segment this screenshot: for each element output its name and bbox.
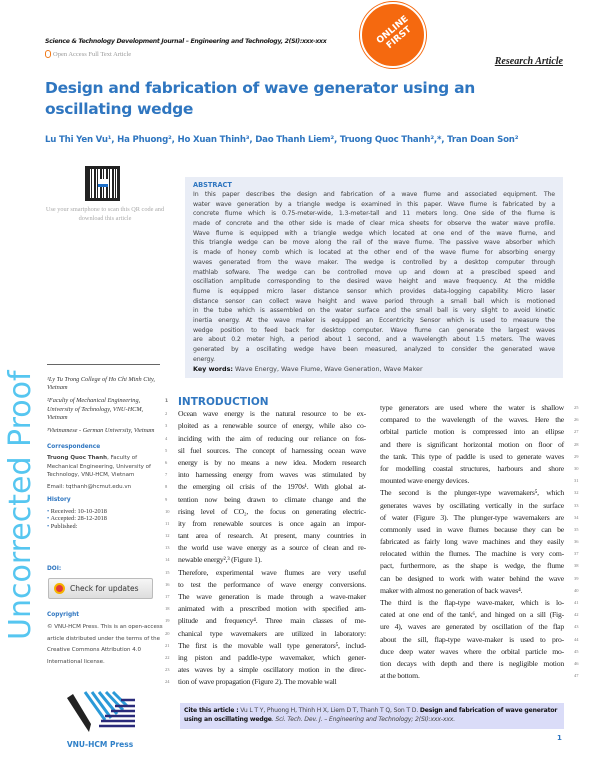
body-line — [380, 536, 579, 548]
line-number: 17 — [165, 594, 170, 599]
body-line-text: and there is significant horizontal motion on floor of — [380, 439, 564, 449]
abstract-line: generated by a oscillating wedge have been measured, analyzed to consider the generated wave — [193, 346, 555, 353]
line-number: 45 — [574, 648, 579, 654]
body-line — [165, 615, 366, 627]
line-number: 46 — [574, 660, 579, 666]
section-heading-introduction — [165, 396, 366, 408]
body-line — [165, 420, 366, 432]
introduction-heading-text: INTRODUCTION — [178, 396, 269, 408]
abstract-box — [185, 177, 563, 378]
abstract-line: is made of honey comb which is located at the other end of the wave flume for absorbing energy — [193, 249, 555, 257]
abstract-line: Wave flume is equipped with a triangle wedge which located at one end of the wave flume, and — [193, 229, 555, 237]
abstract-line: made of concrete and the other side is made of clear mica sheets for observe the water wave profile. — [193, 220, 555, 228]
body-line-text: duce deep water waves where the orbital particle mo- — [380, 646, 564, 656]
body-line-text: The third is the flap-type wave-maker, which is lo- — [380, 598, 564, 607]
body-line-text: ure 4), waves are generated by oscillation of the flap — [380, 622, 564, 632]
check-updates-label: Check for updates — [70, 584, 139, 593]
body-line — [165, 640, 366, 652]
line-number: 42 — [574, 612, 579, 618]
body-line — [165, 469, 366, 481]
line-number: 24 — [165, 679, 170, 685]
line-number: 28 — [574, 441, 579, 447]
open-access-lock-icon — [45, 50, 51, 58]
line-number: 22 — [165, 654, 170, 660]
qr-caption: Use your smartphone to scan this QR code and download this article — [45, 206, 165, 222]
authors: Lu Thi Yen Vu¹, Ha Phuong², Ho Xuan Thinh³, Dao Thanh Liem², Truong Quoc Thanh²,*, Tran Doan Son² — [45, 135, 519, 145]
line-number: 19 — [165, 618, 170, 624]
body-line — [380, 414, 579, 426]
body-line — [165, 603, 366, 615]
body-line — [380, 512, 579, 524]
copyright-heading: Copyright — [47, 612, 80, 618]
abstract-line: waves generated from the wave maker. The wedge is controlled by a desktop computer through — [193, 258, 555, 266]
line-number: 4 — [165, 435, 168, 441]
copyright-section — [47, 608, 165, 668]
body-line — [380, 646, 579, 658]
citation-box — [180, 703, 564, 729]
line-number: 13 — [165, 545, 170, 551]
body-line-text: The second is the plunger-type wavemakers⁵, which — [380, 488, 564, 498]
line-number: 5 — [165, 447, 168, 453]
cite-source: . Sci. Tech. Dev. J. – Engineering and Technology; 2(SI):xxx-xxx. — [271, 716, 456, 724]
line-number: 39 — [574, 575, 579, 581]
abstract-line: oscillation amplitude corresponding to the desired wave height and wave frequency. At the middle — [193, 278, 555, 286]
line-number: 26 — [574, 417, 579, 423]
history-list — [47, 508, 165, 531]
correspondence-affiliation: , Faculty of Mechanical Engineering, University of Technology, VNU-HCM, Vietnam — [47, 455, 151, 479]
doi-heading: DOI: — [47, 566, 62, 572]
body-line — [380, 634, 579, 646]
line-number: 1 — [165, 399, 169, 404]
keywords-label: Key words: — [193, 365, 233, 374]
line-number: 30 — [574, 465, 579, 471]
line-number: 44 — [574, 636, 579, 642]
body-line-text: energy is by no means a new idea. Modern research — [178, 457, 366, 467]
body-line-text: pact, furthermore, as the shape is wedge, the flume — [380, 561, 564, 571]
body-line-text: mounted wave energy devices. — [380, 476, 470, 486]
body-line — [165, 542, 366, 554]
line-number: 36 — [574, 539, 579, 545]
body-line — [380, 475, 579, 487]
body-line — [165, 554, 366, 566]
line-number: 29 — [574, 453, 579, 459]
line-number: 2 — [165, 411, 168, 417]
cite-label: Cite this article : — [184, 707, 239, 714]
body-line-text: The wave generation is made through a wave-maker — [178, 592, 366, 601]
line-number: 16 — [165, 581, 170, 587]
line-number: 37 — [574, 551, 579, 557]
body-line — [380, 658, 579, 670]
body-line-text: tant area of research. At present, many countries in — [178, 531, 366, 541]
body-line-text: fabricated as fairly long wave machines and they easily — [380, 537, 564, 547]
body-line-text: compared to the wavelength of the waves. Here the — [380, 415, 564, 425]
body-line-text: commonly used in wave flumes because they can be — [380, 524, 564, 534]
body-line — [165, 408, 366, 420]
body-line — [165, 676, 366, 688]
press-name: VNU-HCM Press — [66, 740, 134, 749]
line-number: 47 — [574, 673, 579, 679]
line-number: 34 — [574, 514, 579, 520]
body-line-text: to test the performance of wave energy conversions. — [178, 579, 366, 589]
correspondence-heading: Correspondence — [47, 444, 101, 451]
line-number: 32 — [574, 490, 579, 496]
abstract-line: wedge position to feed back for desktop computer. Wave flume can generate the largest waves — [193, 326, 555, 334]
body-line-text: newable energy²,³ (Figure 1). — [178, 555, 262, 565]
body-line-text: chanical type wavemakers are utilized in laboratory: — [178, 628, 366, 638]
abstract-line: in the tube which is assembled on the water surface and the small ball is very slight to avoid kinetic — [193, 307, 555, 315]
abstract-line: energy. — [193, 355, 215, 363]
online-first-badge — [360, 2, 426, 68]
qr-code-icon[interactable] — [85, 166, 120, 201]
affiliation-1: ¹Ly Tu Trong College of Ho Chi Minh City, Vietnam — [47, 376, 155, 392]
body-line-text: for modelling coastal structures, harbours and shore — [380, 463, 564, 473]
body-line-text: plitude and frequency⁴. Three main classes of me- — [178, 616, 366, 626]
abstract-line: In this paper describes the design and fabrication of a wave flume and associated equipment. The — [193, 191, 555, 198]
abstract-line: water wave generation by a triangle wedge is examined in this paper. Wave flume is fabricated by a — [193, 200, 555, 208]
body-line-text: inciding with the aim of reducing our reliance on fos- — [178, 433, 366, 443]
body-line-text: the tank. This type of paddle is used to generate waves — [380, 451, 564, 461]
line-number: 11 — [165, 520, 170, 526]
body-line-text: animated with a prescribed motion with specified am- — [178, 604, 366, 614]
abstract-line: flume is equipped micro laser distance sensor which provides data-logging capability. Micro laser — [193, 287, 555, 295]
body-line — [380, 500, 579, 512]
page-number: 1 — [557, 734, 562, 742]
body-line — [165, 445, 366, 457]
body-line-text: can be designed to work with water behind the wave — [380, 573, 564, 583]
cite-authors: Vu L T Y, Phuong H, Thinh H X, Liem D T, Thanh T Q, Son T D. — [238, 707, 420, 714]
line-number: 23 — [165, 667, 170, 673]
body-line — [380, 451, 579, 463]
line-number: 15 — [165, 569, 170, 575]
open-access-text: Open Access Full Text Article — [53, 50, 132, 58]
affiliation-2: ²Faculty of Mechanical Engineering, University of Technology, VNU-HCM, Vietnam — [47, 397, 144, 421]
correspondence-text — [47, 454, 165, 480]
body-line-text: of water (Figure 3). The plunger-type wavemakers are — [380, 512, 564, 522]
body-line — [165, 567, 366, 579]
journal-name: Science & Technology Development Journal – Engineering and Technology, 2(SI):xxx-xxx — [45, 38, 327, 45]
body-line — [165, 494, 366, 506]
line-number: 31 — [574, 478, 579, 484]
body-line-text: maker with almost no generation of back waves⁴. — [380, 585, 523, 595]
body-line-text: rising level of CO₂, the focus on generating electric- — [178, 506, 366, 516]
vnu-press-logo-icon — [65, 690, 137, 734]
body-line-text: tion of wave propagation (Figure 2). The movable wall — [178, 677, 337, 687]
page-title: Design and fabrication of wave generator using an oscillating wedge — [45, 79, 475, 118]
line-number: 41 — [574, 600, 579, 605]
body-line-text: relocated within the flumes. The machine is very com- — [380, 549, 564, 559]
body-line — [165, 506, 366, 518]
abstract-line: this triangle wedge can be move along the rail of the wave flume. The passive wave absorber which — [193, 239, 555, 247]
open-access-label — [45, 50, 131, 58]
line-number: 43 — [574, 624, 579, 630]
line-number: 3 — [165, 423, 168, 429]
history-received: • Received: 10-10-2018 — [47, 508, 165, 516]
body-line — [165, 579, 366, 591]
line-number: 38 — [574, 563, 579, 569]
abstract-line: inertia energy. At the wave maker is equipped an Eccentricity Sensor which is used to measure the — [193, 316, 555, 324]
body-line — [380, 621, 579, 633]
affiliation-3: ³Vietnamese - German University, Vietnam — [47, 427, 155, 435]
body-line-text: type generators are used where the water is shallow — [380, 403, 564, 412]
body-line — [165, 457, 366, 469]
correspondence-email[interactable]: Email: tqthanh@hcmut.edu.vn — [47, 483, 132, 490]
body-line — [165, 628, 366, 640]
keywords — [193, 364, 555, 374]
line-number: 33 — [574, 502, 579, 508]
line-number: 8 — [165, 484, 168, 490]
body-line-text: ing piston and paddle-type wavemaker, which gener- — [178, 652, 366, 662]
cite-title: Design and fabrication of wave generator using an oscillating wedge — [184, 707, 558, 724]
body-line-text: into harnessing energy from waves was stimulated by — [178, 470, 366, 480]
check-for-updates-button[interactable] — [48, 578, 153, 599]
body-line — [165, 591, 366, 603]
line-number: 27 — [574, 429, 579, 435]
history-published: • Published: — [47, 523, 165, 531]
body-line — [380, 439, 579, 451]
sidebar — [47, 376, 165, 530]
body-line-text: tion decays with depth and there is negligible motion — [380, 658, 564, 668]
body-line-text: sil fuel sources. The concept of harnessing ocean wave — [178, 445, 366, 455]
body-line — [380, 487, 579, 499]
line-number: 6 — [165, 459, 168, 465]
uncorrected-proof-watermark: Uncorrected Proof — [3, 370, 38, 640]
abstract-heading: ABSTRACT — [193, 181, 232, 189]
body-line — [165, 652, 366, 664]
body-line — [380, 548, 579, 560]
body-line-text: generates waves by oscillating vertically in the surface — [380, 500, 564, 510]
body-column-2 — [380, 402, 579, 682]
line-number: 40 — [574, 587, 579, 593]
body-line-text: cated at one end of the tank⁶, and hinged on a sill (Fig- — [380, 610, 564, 620]
line-number: 14 — [165, 557, 170, 563]
body-line-text: the world use wave energy as a source of clean and re- — [178, 543, 366, 553]
body-line — [380, 585, 579, 597]
history-heading: History — [47, 497, 71, 504]
body-line — [165, 518, 366, 530]
badge-text: ONLINE FIRST — [375, 14, 414, 52]
body-line — [165, 530, 366, 542]
body-line — [380, 463, 579, 475]
history-accepted: • Accepted: 28-12-2018 — [47, 515, 165, 523]
line-number: 10 — [165, 508, 170, 514]
body-line — [380, 609, 579, 621]
body-line-text: orbital particle motion is compressed into an ellipse — [380, 427, 564, 437]
sidebar-divider — [47, 364, 160, 365]
body-line-text: ity from renewable sources is once again an impor- — [178, 518, 366, 528]
copyright-text: © VNU-HCM Press. This is an open-access article distributed under the terms of the Creative Commons Attribution 4.0 International license. — [47, 624, 163, 665]
body-line — [380, 573, 579, 585]
body-line-text: the emerging oil crisis of the 1970s¹. With global at- — [178, 482, 366, 492]
abstract-line: mathlab sofware. The wedge can be controlled move up and down at a prescibed speed and — [193, 268, 555, 276]
body-line — [165, 664, 366, 676]
body-line — [380, 524, 579, 536]
body-line-text: Therefore, experimental wave flumes are very useful — [178, 567, 366, 577]
crossmark-icon — [54, 583, 65, 594]
line-number: 35 — [574, 526, 579, 532]
body-line-text: at the bottom. — [380, 671, 420, 681]
body-line — [165, 433, 366, 445]
body-line-text: tention now being drawn to climate change and the — [178, 494, 366, 504]
body-line — [380, 402, 579, 414]
line-number: 12 — [165, 533, 170, 539]
abstract-line: concrete flume which is 0.75-meter-wide, 1.3-meter-tall and 11 meters long. One side of the flume is — [193, 210, 555, 218]
article-type: Research Article — [494, 56, 563, 67]
body-line — [380, 597, 579, 609]
line-number: 20 — [165, 630, 170, 636]
body-line — [380, 670, 579, 682]
body-line-text: Ocean wave energy is the natural resource to be ex- — [178, 409, 366, 419]
line-number: 25 — [574, 405, 579, 410]
abstract-text — [193, 190, 555, 364]
correspondence-name: Truong Quoc Thanh — [47, 455, 108, 462]
body-line-text: The first is the movable wall type generators⁵, includ- — [178, 640, 366, 650]
body-line — [165, 481, 366, 493]
line-number: 21 — [165, 642, 170, 648]
line-number: 7 — [165, 472, 168, 478]
line-number: 9 — [165, 496, 168, 502]
body-line-text: about the sill, flap-type wave-maker is used to pro- — [380, 634, 564, 644]
body-line-text: ploited as a renewable source of energy, while also co- — [178, 421, 366, 431]
body-column-1 — [165, 396, 366, 689]
body-line-text: ates waves by a simple oscillatory motion in the direc- — [178, 665, 366, 675]
line-number: 18 — [165, 606, 170, 612]
abstract-line: distance sensor can collect wave height and wave period through a small ball which is motioned — [193, 297, 555, 305]
abstract-line: are about 0.2 meter high, a period about 1 second, and a wavelength about 1.5 meters. The waves — [193, 336, 555, 344]
body-line — [380, 426, 579, 438]
body-line — [380, 560, 579, 572]
keywords-values: Wave Energy, Wave Flume, Wave Generation, Wave Maker — [235, 365, 423, 374]
